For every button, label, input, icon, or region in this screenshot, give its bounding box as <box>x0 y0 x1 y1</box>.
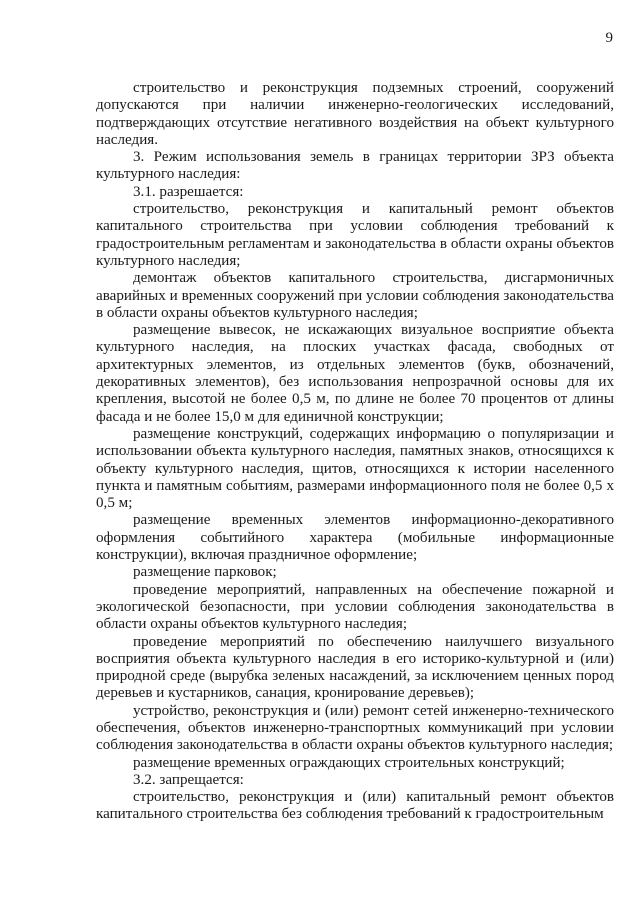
paragraph: демонтаж объектов капитального строительства, дисгармоничных аварийных и временных сооружений при условии соблюдения законодательства в области охраны объектов культурного наследия; <box>96 270 614 321</box>
paragraph: размещение вывесок, не искажающих визуальное восприятие объекта культурного наследия, на плоских участках фасада, свободных от архитектурных элементов, из отдельных элементов (букв, обозначений, декоративных элементов), без использования непрозрачной основы для их крепления, высотой не более 0,5 м, по длине не более 70 процентов от длины фасада и не более 15,0 м для единичной конструкции; <box>96 322 614 425</box>
paragraph: строительство, реконструкция и капитальный ремонт объектов капитального строительства при условии соблюдения требований к градостроительным регламентам и законодательства в области охраны объектов культурного наследия; <box>96 201 614 269</box>
section-heading: 3.1. разрешается: <box>133 183 244 200</box>
paragraph: 3. Режим использования земель в границах территории ЗРЗ объекта культурного наследия: <box>96 149 614 183</box>
paragraph: устройство, реконструкция и (или) ремонт сетей инженерно-технического обеспечения, объектов инженерно-транспортных коммуникаций при условии соблюдения законодательства в области охраны объектов культурного наследия; <box>96 702 614 754</box>
paragraph: строительство, реконструкция и (или) капитальный ремонт объектов капитального строительства без соблюдения требований к градостроительным <box>96 789 614 823</box>
paragraph: размещение временных ограждающих строительных конструкций; <box>133 754 565 771</box>
paragraph: размещение временных элементов информационно-декоративного оформления событийного характера (мобильные информационные конструкции), включая праздничное оформление; <box>96 512 614 564</box>
paragraph: размещение конструкций, содержащих информацию о популяризации и использовании объекта культурного наследия, памятных знаков, относящихся к объекту культурного наследия, щитов, относящихся к истории населенного пункта и памятным событиям, размерами информационного поля не более 0,5 х 0,5 м; <box>96 425 614 512</box>
paragraph: проведение мероприятий, направленных на обеспечение пожарной и экологической безопасности, при условии соблюдения законодательства в области охраны объектов культурного наследия; <box>96 581 614 633</box>
page-number: 9 <box>605 30 613 46</box>
document-body <box>96 80 614 824</box>
paragraph: размещение парковок; <box>133 564 277 581</box>
section-heading: 3.2. запрещается: <box>133 771 244 788</box>
paragraph: проведение мероприятий по обеспечению наилучшего визуального восприятия объекта культурного наследия в его историко-культурной и (или) природной среде (вырубка зеленых насаждений, за исключением ценных пород деревьев и кустарников, санация, кронирование деревьев); <box>96 633 614 702</box>
paragraph: строительство и реконструкция подземных строений, сооружений допускаются при наличии инженерно-геологических исследований, подтверждающих отсутствие негативного воздействия на объект культурного наследия. <box>96 80 614 148</box>
